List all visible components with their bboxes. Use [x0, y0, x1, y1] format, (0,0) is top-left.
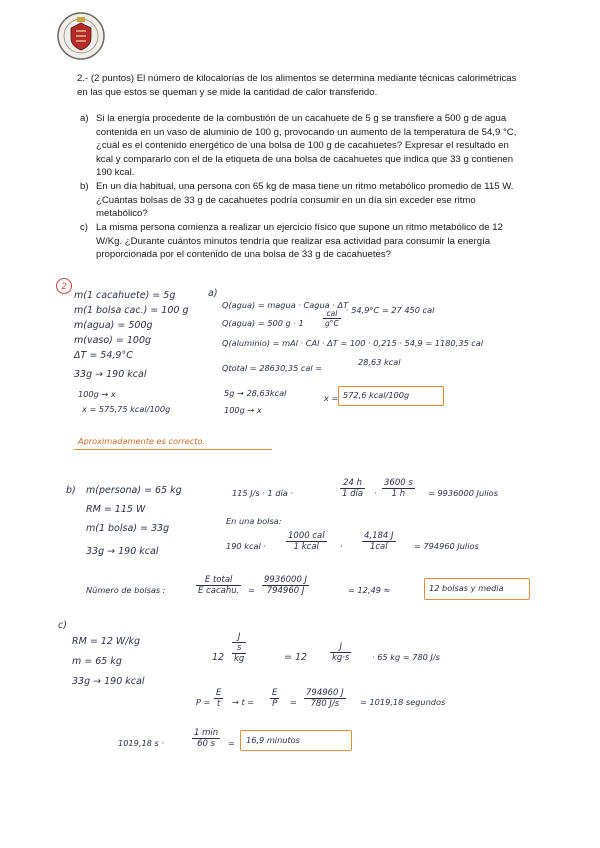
- b-frac-4: 4,184 J 1cal: [364, 531, 394, 552]
- c-data-2: 33g → 190 kcal: [72, 676, 145, 687]
- a-data-4: ΔT = 54,9°C: [74, 350, 133, 361]
- b-bag-prefix: 190 kcal ·: [226, 541, 266, 551]
- c-rate-mid: = 12: [284, 652, 308, 663]
- a-qagua-unit: cal g°C: [325, 309, 339, 328]
- a-data-5: 33g → 190 kcal: [74, 369, 147, 380]
- a-data-0: m(1 cacahuete) = 5g: [74, 290, 176, 301]
- a-data-1: m(1 bolsa cac.) = 100 g: [74, 305, 189, 316]
- b-joules-prefix: 115 J/s · 1 día ·: [232, 488, 293, 498]
- b-frac-1: 24 h 1 día: [342, 478, 364, 499]
- b-dot-1: ·: [374, 488, 377, 498]
- a-prop-2: 100g → x: [224, 405, 262, 415]
- problem-intro: 2.- (2 puntos) El número de kilocalorías de los alimentos se determina mediante técnicas calorimétricas en las que estos se queman y se mide la cantidad de calor transferido.: [77, 73, 517, 98]
- a-qtotal: Qtotal = 28630,35 cal =: [222, 363, 323, 373]
- a-label: a): [208, 288, 218, 299]
- b-nbags-label: Número de bolsas :: [86, 585, 166, 595]
- b-label: b): [66, 485, 76, 496]
- a-comment-underline: [74, 449, 272, 450]
- b-bag-result: = 794960 Julios: [414, 541, 479, 551]
- b-frac-2: $\frac{3600 s}{1 h}$: [384, 478, 413, 499]
- b-data-1: RM = 115 W: [86, 504, 146, 515]
- a-answer-prefix: x =: [324, 393, 339, 403]
- item-a-marker: a): [80, 113, 89, 124]
- c-data-0: RM = 12 W/kg: [72, 636, 141, 647]
- b-data-3: 33g → 190 kcal: [86, 546, 159, 557]
- a-qalum: Q(aluminio) = mAl · CAl · ΔT = 100 · 0,215 · 54,9 = 1180,35 cal: [222, 338, 484, 348]
- c-power-mid: → t =: [232, 697, 255, 707]
- c-answer: 16,9 minutos: [246, 735, 300, 745]
- circle-number: 2: [56, 278, 72, 294]
- b-data-2: m(1 bolsa) = 33g: [86, 523, 170, 534]
- a-data-2: m(agua) = 500g: [74, 320, 153, 331]
- a-answer: 572,6 kcal/100g: [343, 390, 410, 400]
- c-frac-t: $\frac{E}{P}$: [272, 688, 278, 709]
- item-c-text: La misma persona comienza a realizar un ejercicio físico que supone un ritmo metabólico de 12 W/Kg. ¿Durante cuántos minutos tendría que realizar esa actividad para consumir la energía proporcionada por el contenido de una bolsa de 33 g de cacahuetes?: [96, 222, 503, 260]
- b-frac-3: 1000 cal 1 kcal: [288, 531, 325, 552]
- item-b-text: En un día habitual, una persona con 65 kg de masa tiene un ritmo metabólico promedio de 115 W. ¿Cuántas bolsas de 33 g de cacahuetes podría consumir en un día sin exceder ese ritmo metabólico?: [96, 181, 514, 219]
- c-frac-p: $\frac{E}{t}$: [216, 688, 222, 709]
- c-frac-2: $\frac{J}{kg\cdot s}$: [332, 642, 350, 663]
- a-qagua-calc: Q(agua) = 500 g · 1: [222, 318, 304, 328]
- item-c-marker: c): [80, 222, 88, 233]
- c-rate-prefix: 12: [212, 652, 225, 663]
- b-frac-6: $\frac{9936000 J}{794960 J}$: [264, 575, 308, 596]
- b-data-0: m(persona) = 65 kg: [86, 485, 182, 496]
- c-frac-1: J s kg: [234, 632, 245, 664]
- c-frac-m: 1 min 60 s: [194, 728, 219, 749]
- a-comment: Aproximadamente es correcto.: [78, 436, 206, 446]
- b-bag-label: En una bolsa:: [226, 516, 282, 526]
- a-qagua-result: · 54,9°C = 27 450 cal: [346, 305, 435, 315]
- a-data-7: x = 575,75 kcal/100g: [82, 404, 171, 414]
- item-b-marker: b): [80, 181, 89, 192]
- c-conv-eq: =: [228, 738, 235, 748]
- b-answer: 12 bolsas y media: [429, 583, 504, 593]
- c-data-1: m = 65 kg: [72, 656, 122, 667]
- c-power-result: = 1019,18 segundos: [360, 697, 446, 707]
- b-joules-result: = 9936000 Julios: [428, 488, 498, 498]
- c-label: c): [58, 620, 67, 631]
- b-eq: =: [248, 585, 255, 595]
- c-rate-result: · 65 kg = 780 J/s: [372, 652, 440, 662]
- b-frac-5: E total E cacahu.: [198, 575, 240, 596]
- a-data-3: m(vaso) = 100g: [74, 335, 152, 346]
- c-power-eq2: =: [290, 697, 297, 707]
- item-a-text: Si la energía procedente de la combustión de un cacahuete de 5 g se transfiere a 500 g de agua contenida en un vaso de aluminio de 100 g, provocando un aumento de la temperatura de 54,9 °C, ¿cuál es el contenido energético de una bolsa de 100 g de cacahuetes? Expresar el resultado en kcal y compararlo con el de la etiqueta de una bolsa de cacahuetes que indica que 33 g contienen 190 kcal.: [96, 113, 517, 178]
- b-nbags-result: = 12,49 ≈: [348, 585, 391, 595]
- a-prop-1: 5g → 28,63kcal: [224, 388, 287, 398]
- c-power-eq: P =: [196, 697, 211, 707]
- b-dot-2: ·: [340, 541, 343, 551]
- a-qtotal-kcal: 28,63 kcal: [358, 357, 401, 367]
- university-seal: [56, 11, 106, 61]
- c-frac-e: $\frac{794960 J}{780 J/s}$: [306, 688, 344, 709]
- c-conv-prefix: 1019,18 s ·: [118, 738, 164, 748]
- a-data-6: 100g → x: [78, 389, 116, 399]
- a-qagua-formula: Q(agua) = magua · Cagua · ΔT: [222, 300, 349, 310]
